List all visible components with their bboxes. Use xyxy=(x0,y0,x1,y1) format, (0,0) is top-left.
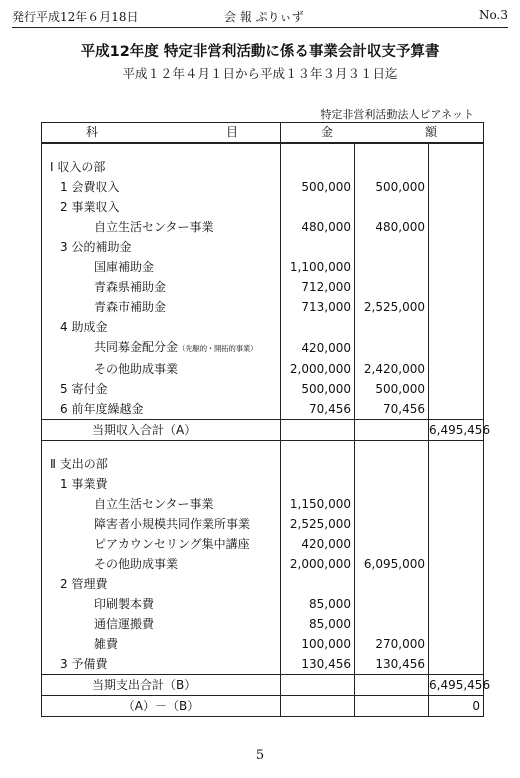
income-total-row: 当期収入合計（A） 6,495,456 xyxy=(42,420,484,441)
table-row: 4 助成金 xyxy=(42,317,484,337)
table-row: 3 予備費 130,456 130,456 xyxy=(42,654,484,675)
table-row: 青森県補助金 712,000 xyxy=(42,277,484,297)
table-row: 3 公的補助金 xyxy=(42,237,484,257)
table-row: 6 前年度繰越金 70,456 70,456 xyxy=(42,399,484,420)
table-row: その他助成事業 2,000,000 2,420,000 xyxy=(42,359,484,379)
table-row: その他助成事業 2,000,000 6,095,000 xyxy=(42,554,484,574)
table-row: 国庫補助金 1,100,000 xyxy=(42,257,484,277)
table-row xyxy=(42,157,484,177)
table-row: 2 事業収入 xyxy=(42,197,484,217)
spacer-row xyxy=(42,143,484,157)
page-header xyxy=(12,8,508,28)
subject-header: 科 目 xyxy=(42,123,281,144)
table-row: 2 管理費 xyxy=(42,574,484,594)
issue-date: 発行平成12年６月18日 xyxy=(12,10,139,24)
table-row: ピアカウンセリング集中講座 420,000 xyxy=(42,534,484,554)
table-row: 印刷製本費 85,000 xyxy=(42,594,484,614)
document-title: 平成12年度 特定非営利活動に係る事業会計収支予算書 xyxy=(80,44,440,60)
project-note: （先駆的・開拓的事業） xyxy=(178,344,258,353)
newsletter-name: 会 報 ぷりぃず xyxy=(224,10,304,24)
table-row: 自立生活センター事業 1,150,000 xyxy=(42,494,484,514)
balance-row: （A）－（B） 0 xyxy=(42,696,484,717)
amount-header: 金 額 xyxy=(281,123,484,144)
table-header-row xyxy=(42,123,484,144)
budget-table xyxy=(41,122,491,717)
organization-name: 特定非営利活動法人ピアネット xyxy=(320,108,474,121)
table-row: 障害者小規模共同作業所事業 2,525,000 xyxy=(42,514,484,534)
income-section-label: Ⅰ 収入の部 xyxy=(42,157,281,177)
fiscal-period: 平成１２年４月１日から平成１３年３月３１日迄 xyxy=(122,66,398,81)
expense-total-row: 当期支出合計（B） 6,495,456 xyxy=(42,675,484,696)
table-row xyxy=(42,454,484,474)
table-row: 共同募金配分金（先駆的・開拓的事業） 420,000 xyxy=(42,337,484,359)
expense-section-label: Ⅱ 支出の部 xyxy=(42,454,281,474)
table-row: 通信運搬費 85,000 xyxy=(42,614,484,634)
issue-number: No.3 xyxy=(479,8,508,22)
table-row: 雑費 100,000 270,000 xyxy=(42,634,484,654)
page-number: 5 xyxy=(255,748,265,763)
table-row: 5 寄付金 500,000 500,000 xyxy=(42,379,484,399)
table-row: 青森市補助金 713,000 2,525,000 xyxy=(42,297,484,317)
header-rule xyxy=(12,27,508,28)
table-row: 1 会費収入 500,000 500,000 xyxy=(42,177,484,197)
table-row: 自立生活センター事業 480,000 480,000 xyxy=(42,217,484,237)
table-row: 1 事業費 xyxy=(42,474,484,494)
spacer-row xyxy=(42,441,484,455)
